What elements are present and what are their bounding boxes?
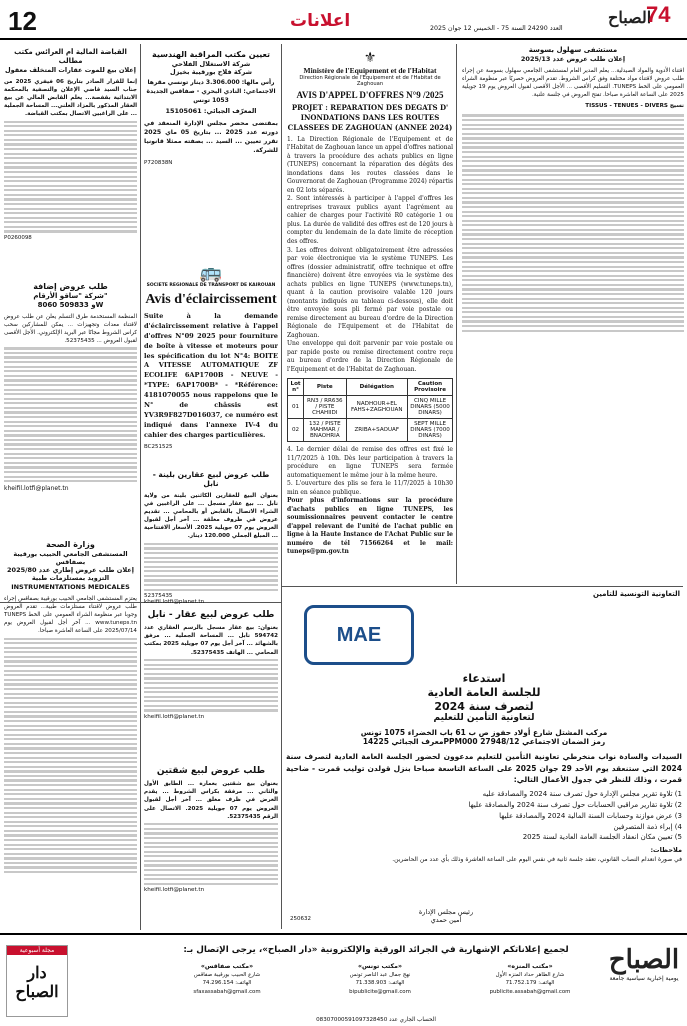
footer-logo-sub: يومية إخبارية سياسية جامعة (609, 975, 679, 982)
notice-tissus: نسيج TISSUS - TENUES - DIVERS (585, 103, 684, 110)
mae-company-name: التعاونية التونسية للتأمين (592, 590, 680, 598)
mae-line3: لتعاونية التأمين للتعليم (433, 713, 535, 724)
mae-line1: للجلسة العامة العادية (427, 685, 541, 699)
avis-ref: BC251525 (144, 443, 173, 450)
qabada-title: القباضة المالية أم العرائس مكتب مطالب (14, 48, 127, 65)
logo-number: 74 (646, 2, 671, 27)
avis-title: AVIS D'APPEL D'OFFRES N°9 /2025 (296, 90, 444, 100)
qabada-body: إنما للقرار الصادر بتاريخ 06 فيفري 2025 من جناب السيد قاضي الإعلان والتصفية بالمحكمة الابتدائية بقفصة... يعلم القابض المالي عن بيع العقار المذكور بالمزاد العلني... المساحة الجملية ... على الراغبين الاتصال بمكتب القباضة. (4, 78, 137, 118)
tender-ref: P720838N (144, 160, 173, 167)
aao-p4: Une enveloppe qui doit parvenir par voie postale ou par rapide poste ou remise directement contre reçu au bureau d'ordre de la Direction Régionale de l'Equipement et de l'Habitat de Zaghouan. (287, 340, 453, 373)
mae-notes: في صورة انعدام النصاب القانوني، تعقد جلسة ثانية في نفس اليوم على الساعة العاشرة وذلك بأي عدد من الحاضرين. (392, 855, 682, 863)
page-number: 12 (8, 6, 37, 36)
projet-title: PROJET : REPARATION DES DEGATS D' INONDATIONS DANS LES ROUTES CLASSEES DE ZAGHOUAN (ANNEE 2024) (287, 103, 453, 132)
hospital-body: التزويد بمستلزمات طبية (31, 574, 110, 583)
avis-body: Suite à la demande d'éclaircissement relative à l'appel d'offres N°09 2025 pour fourniture de boîte à vitesse et moteurs pour les spécification du lot N°4: BOITE A VITESSE AUTOMATIQUE ZF ECOLIFE 6AP1700B - NEUVE - *TYPE: 6AP1700B* - *Référence: 4181070055 nous rappelons que le N° de châssis est YV3R9F827D016037, ce numéro est indiqué dans l'annexe IV-4 du cahier des charges particulières. (144, 312, 278, 439)
mae-title: استدعاء (462, 672, 506, 685)
ministry-name: Ministère de l'Equipement et de l'Habitat (303, 66, 437, 75)
mae-mf: معرف الجبائي 14225PPM000 رمز الضمان الاجتماعي 27948/12 (362, 736, 606, 746)
email-link[interactable]: sfaxassabah@gmail.com (193, 988, 261, 995)
sale-notice-2 (144, 610, 278, 760)
signature-name: أمين حمدي (430, 916, 462, 924)
tender-body: رأس مالها: 3.306.000 دينار تونسي مقرها الاجتماعي: النادي البحري - صفاقس الجديدة 1053 تونس (146, 79, 276, 104)
sale3-title: طلب عروض لبيع شقتين (156, 766, 266, 776)
sale1-body: بعنوان البيع للعقارين الكائنين بلينة من ولاية نابل ... بيع عقار مسجل ... على الراغبين في الشراء الاتصال بالقابض أو بالمحامي ... تقديم عروض في ظروف مغلقة ... آخر أجل لقبول العروض يوم 07 جويلية 2025. الأسعار الافتتاحية ... المبلغ الجملي 120.000 دينار. (144, 492, 278, 540)
section-title: اعلانات (290, 11, 351, 31)
direction-name: Direction Régionale de l'Equipement et de l'Habitat de Zaghouan (299, 75, 441, 87)
sale-notice-3 (144, 766, 278, 926)
agenda-item: 2) تلاوة تقارير مراقبي الحسابات حول تصرف سنة 2024 والمصادقة عليها (468, 800, 682, 809)
agenda-item: 4) إبراء ذمة المتصرفين (613, 822, 682, 831)
bus-logo-icon: 🚌 (199, 262, 223, 283)
notice-sahloul (462, 46, 684, 466)
mae-convocation (286, 672, 682, 930)
tender-title: تعيين مكتب المراقبة الهندسية (151, 50, 271, 59)
demand-ref: 8060 و 509833W (37, 300, 104, 309)
footer-logo (604, 945, 684, 1005)
sale1-phone: 52375435 (144, 593, 173, 600)
hospital-text: يعتزم المستشفى الجامعي الحبيب بورقيبة بصفاقس إجراء طلب عروض لاقتناء مستلزمات طبية... تقدم العروض وجوبا عبر منظومة الشراء العمومي على الخط TUNEPS www.tuneps.tn ... آخر أجل لقبول العروض يوم 2025/07/14 على الساعة العاشرة صباحا. (4, 595, 137, 635)
footer-left-top: مجلة أسبوعية (7, 946, 67, 955)
demand-title: طلب عروض إضافة (33, 282, 108, 291)
footer-logo-text: الصباح (608, 945, 680, 975)
demand-sub: شركة "ساقو الأرقام" (33, 292, 108, 300)
page-header (0, 0, 687, 40)
notice-ref: إعلان طلب عروض عدد 2025/13 (520, 54, 626, 63)
avis-org: SOCIETE REGIONALE DE TRANSPORT DE KAIROUAN (146, 283, 276, 288)
hospital-title: وزارة الصحة (46, 540, 95, 549)
sale2-email[interactable]: kheifil.lotfi@planet.tn (144, 714, 205, 721)
footer-office-menzah: «مكتب المنزه» شارع الطاهر حداد المنزه الأول الهاتف: 71.752.179 publicite.assabah@gmail.com (460, 962, 600, 996)
footer-left-big: دار الصباح (15, 963, 59, 1001)
tender-company: شركة فلاح بورقيبة بخيزل (169, 68, 253, 77)
table-row: 01 RN3 / RR636 / PISTE CHAHIIDI NADHOUR+EL FAHS+ZAGHOUAN CINQ MILLE DINARS (5000 DINARS) (288, 396, 453, 419)
tender-text: بمقتضى محضر مجلس الإدارة المنعقد في دورته عدد 2025 ... بتاريخ 05 ماي 2025 تقرر تعيين ... السيد ... بصفته ممثلا قانونيا للشركة. (144, 120, 278, 155)
aao-p6: 5. L'ouverture des plis se fera le 11/7/2025 à 10h30 min en séance publique. (287, 480, 453, 496)
hospital-ref: إعلان طلب عروض إطاري عدد 2025/80 (7, 566, 134, 575)
sale2-body: بعنوان: بيع عقار مسجل بالرسم العقاري عدد 594742 نابل ... المساحة الجملية ... مرفق بالشهائد ... آخر أجل يوم 07 جويلية 2025 بمكتب المحامي ... الهاتف 52375435. (144, 625, 278, 656)
footer-office-sfax: «مكتب صفاقس» شارع الحبيب بورقيبة صفاقس الهاتف: 74.296.154 sfaxassabah@gmail.com (152, 962, 302, 996)
sale1-title: طلب عروض لبيع عقارين بلينة - نابل (152, 470, 270, 489)
table-row: 02 132 / PISTE MAHMAR / BNAOHRIA ZRIBA+SAOUAF SEPT MILLE DINARS (7000 DINARS) (288, 419, 453, 442)
sale3-email[interactable]: kheifil.lotfi@planet.tn (144, 887, 205, 894)
agenda-item: 1) تلاوة تقرير مجلس الإدارة حول تصرف سنة 2024 والمصادقة عليه (482, 790, 682, 798)
tender-sub: شركة الاستغلال الفلاحي (171, 60, 251, 68)
sale1-email[interactable]: kheifil.lotfi@planet.tn (144, 599, 205, 605)
lots-table (287, 378, 453, 442)
aao-p2: 2. Sont intéressés à participer à l'appel d'offres les entreprises travaux publics ayant l'agrément au cahier de charges pour l'activité R0 catégorie 1 ou plus. La durée de validité des offres est de 120 jours à compter du lendemain de la date limite de réception des offres. (287, 195, 453, 245)
demand-email[interactable]: kheifil.lotfi@planet.tn (4, 485, 69, 493)
aao-p5: 4. Le dernier délai de remise des offres est fixé le 11/7/2025 à 10h. Dès leur participation à travers la procédure en ligne TUNEPS sera fermée automatiquement le même jour à la même heure. (287, 446, 453, 479)
mae-notes-label: ملاحظات: (650, 846, 682, 855)
appel-offres-zaghouan (287, 50, 453, 580)
footer-account: الحساب الجاري عدد 08307000591097328450 (316, 1017, 436, 1023)
agenda-item: 3) عرض موازنة وحسابات السنة المالية 2024 والمصادقة عليها (499, 811, 682, 820)
hospital-fr: INSTRUMENTATIONS MEDICALES (11, 582, 130, 591)
signature-role: رئيس مجلس الإدارة (418, 908, 474, 916)
mae-ref: 250632 (290, 916, 311, 922)
tunisia-emblem-icon: ⚜ (363, 50, 377, 66)
email-link[interactable]: bipublicite@gmail.com (349, 988, 411, 995)
mae-agenda (286, 789, 682, 843)
aao-p3: 3. Les offres doivent obligatoirement être adressées par voie électronique via le système TUNEPS. Les offres (dossier administratif, offre technique et offre financière) doivent être envoyées via le système des achats publics en ligne TUNEPS (www.tuneps.tn), quant à la caution provisoire valable 120 jours (montants indiqués au tableau ci-dessous), elle doit être envoyée sous pli fermé par voie postale ou remise directement au bureau d'ordre de la Direction Régionale de l'Equipement et de l'Habitat de Zaghouan. (287, 246, 453, 339)
aao-p1: 1. La Direction Régionale de l'Equipement et de l'Habitat de Zaghouan lance un appel d'offres national à travers la procédure des achats publics en ligne (TUNEPS) concernant la réparation des dégâts des inondations dans les routes classées dans le Gouvernorat de Zaghouan (Programme 2024) répartis en 02 lots séparés. (287, 135, 453, 194)
qabada-ref: P0260098 (4, 235, 32, 242)
mae-signature (396, 908, 496, 924)
footer-office-tunis: «مكتب تونس» نهج جمال عبد الناصر تونس الهاتف: 71.338.903 bipublicite@gmail.com (305, 962, 455, 996)
mae-address: مركب المشتل شارع أولاد حفوز ص ب 61 باب الخضراء 1075 تونس (360, 727, 608, 737)
aao-p7: Pour plus d'informations sur la procédure d'achats publics en ligne TUNEPS, les soumissionnaires peuvent contacter le centre d'appel relevant de l'unité de l'achat public en ligne à la Haute Instance de l'Achat Public sur le numéro de tél 71566264 et le mail: tuneps@pm.gov.tn (287, 497, 453, 556)
email-link[interactable]: publicite.assabah@gmail.com (489, 988, 571, 995)
footer-left-logo (6, 945, 68, 1017)
notice-title: مستشفى سهلول بسوسة (528, 46, 618, 54)
notice-body: اقتناء الأدوية والمواد الصيدلية... يعلم المدير العام لمستشفى الجامعي سهلول بسوسة عن إجراء طلب عروض لاقتناء مواد مختلفة وفق كراس الشروط. تقدم العروض حصريًا عبر منظومة الشراء العمومي على الخط TUNEPS. التسليم الأقصى ... الأجل الأقصى لقبول العروض يوم 19 جويلية 2025 على الساعة العاشرة صباحا. تفتح العروض في جلسة علنية. (462, 67, 684, 99)
newspaper-logo (606, 2, 684, 36)
mae-line2: لتصرف سنة 2024 (434, 699, 534, 713)
logo-word: الصباح (608, 8, 652, 27)
mae-intro: السيدات والسادة نواب منخرطي تعاونية التأمين للتعليم مدعوون لحضور الجلسة العامة العادية لتصرف سنة 2024 التي ستنعقد يوم الأحد 29 جوان 2025 على الساعة التاسعة صباحا بنزل قولدن توليب قمرت - ضاحية قمرت ، وذلك للنظر في جدول الأعمال التالي: (286, 752, 682, 784)
mae-logo (304, 605, 414, 665)
mae-logo-text: MAE (336, 624, 382, 646)
notice-hospital (4, 540, 137, 925)
avis-eclaircissement (144, 262, 278, 462)
sale-notice-1 (144, 470, 278, 605)
notice-tender (144, 50, 278, 260)
hospital-sub: المستشفى الجامعي الحبيب بورقيبة بصفاقس (13, 550, 128, 567)
qabada-sub: إعلان بيع للموت عقارات المتخلف معقول (5, 65, 136, 74)
sale3-body: بعنوان بيع شقتين بعمارة ... الطابق الأول والثاني ... مرفقة بكراس الشروط ... يقدم العرض في ظرف مغلق ... آخر أجل لقبول العروض يوم 07 جويلية 2025. الاتصال على الرقم 52375435. (144, 781, 278, 820)
notice-demand (4, 282, 137, 532)
tender-tax-id: المعرّف الجبائي: 15105061 (165, 107, 257, 116)
agenda-item: 5) تعيين مكان انعقاد الجلسة العامة العادية لسنة 2025 (522, 833, 682, 842)
avis-title: Avis d'éclaircissement (145, 292, 277, 307)
footer-banner: لجميع إعلاناتكم الإشهارية في الجرائد الورقية والإلكترونية «دار الصباح»، يرجى الإتصال بـ: (183, 945, 569, 955)
demand-body: المنظمة المستخدمة طرق التسلم يعلن عن طلب عروض لاقتناء معدات وتجهيزات ... يمكن للمشاركين سحب كراس الشروط مجانًا عبر البريد الإلكتروني. الأجل الأقصى لقبول العروض ... 52375435. (4, 313, 137, 344)
sale2-title: طلب عروض لبيع عقار - نابل (147, 610, 275, 620)
issue-info: العدد 24290 السنة 75 - الخميس 12 جوان 2025 (430, 25, 563, 32)
notice-qabada (4, 48, 137, 278)
lots-header: Lot n° Piste Délégation Caution Provisoire (288, 379, 453, 396)
